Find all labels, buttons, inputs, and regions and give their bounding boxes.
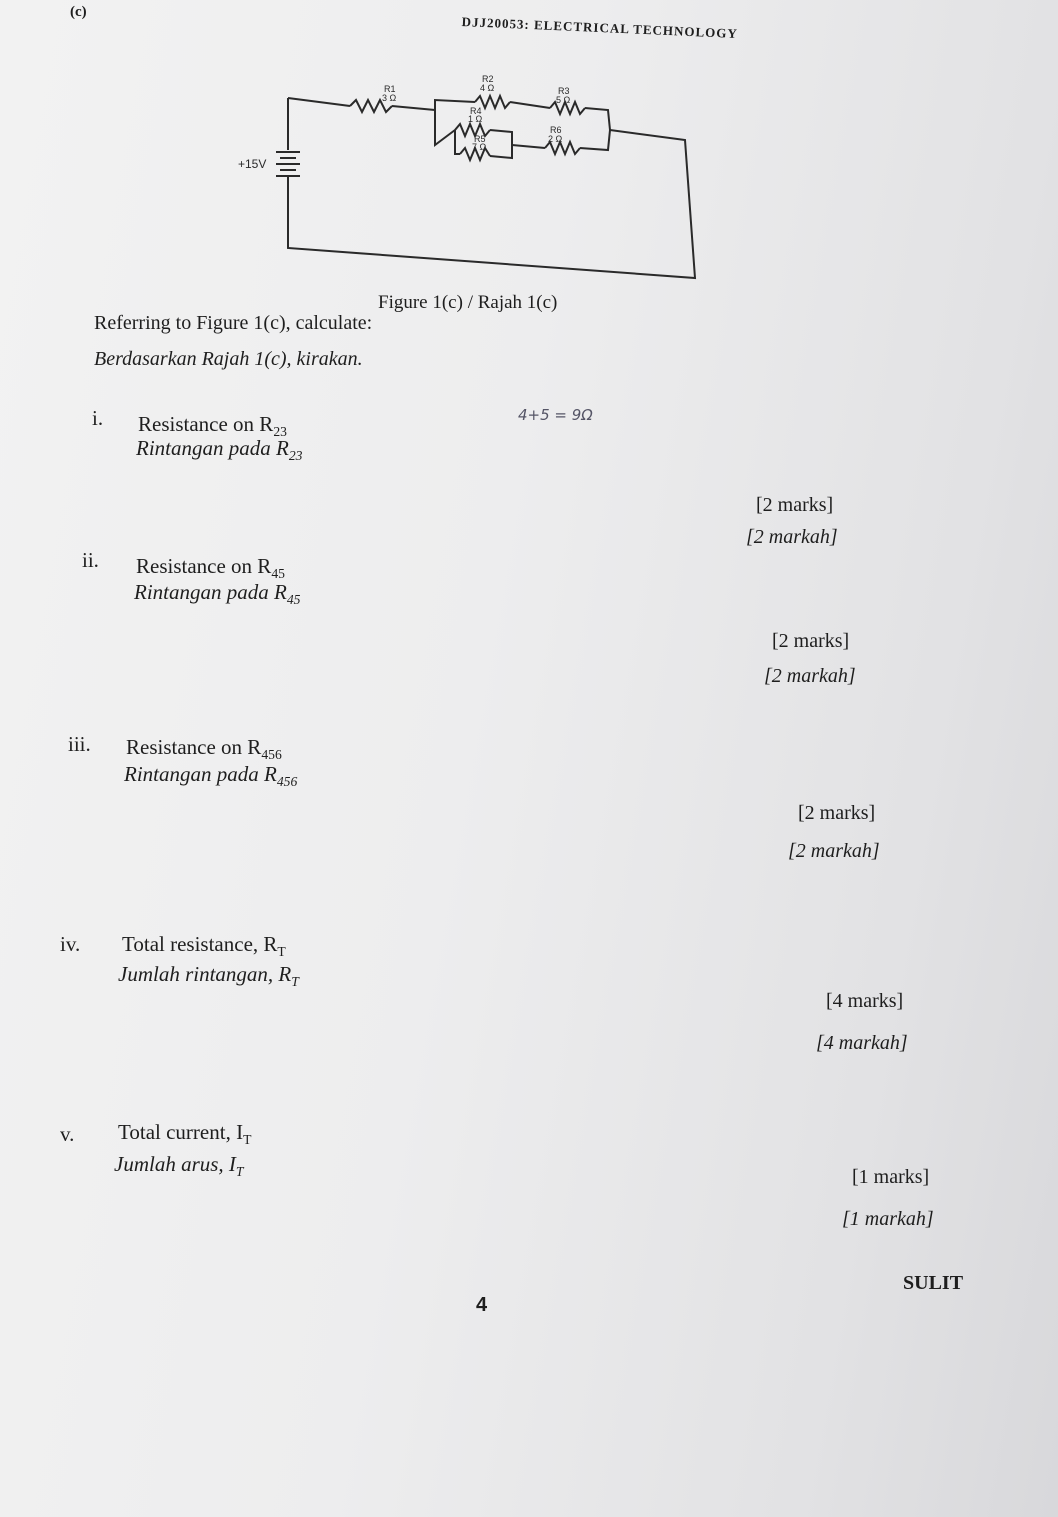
r1-value: 3 Ω [382,93,397,103]
r3-name: R3 [558,86,570,96]
r6-name: R6 [550,125,562,135]
r4-name: R4 [470,106,482,116]
question-english: Total current, $I_T$ [118,1120,252,1148]
marks-english: [4 marks] [826,990,904,1012]
wire-to-r5 [455,130,460,154]
question-english: Resistance on $R_{45}$ [136,554,285,582]
wire-r6-node [580,130,610,150]
r6-value: 2 Ω [548,134,563,144]
intro-english: Referring to Figure 1(c), calculate: [94,312,373,334]
r2-name: R2 [482,74,494,84]
marks-english: [2 marks] [772,630,850,652]
source-label: +15V [238,157,267,171]
wire-r1-node [392,106,435,110]
wire-r4-r5-right [490,130,512,158]
battery-symbol [276,152,300,176]
question-number: iv. [60,932,81,956]
section-label: (c) [70,4,87,20]
r1-name: R1 [384,84,396,94]
r3-value: 5 Ω [556,95,571,105]
wire-r45-r6 [512,145,545,148]
question-malay: Jumlah arus, $I_T$ [114,1152,244,1180]
page-number: 4 [476,1294,488,1316]
wire-to-r2 [435,100,475,110]
marks-malay: [2 markah] [764,665,856,687]
question-malay: Jumlah rintangan, $R_T$ [118,962,299,990]
r2-value: 4 Ω [480,83,495,93]
wire-r3-node [585,108,610,130]
wire-top-left [288,98,350,106]
question-malay: Rintangan pada $R_{23}$ [136,436,303,464]
question-english: Resistance on $R_{23}$ [138,412,287,440]
question-number: ii. [82,548,99,572]
wire-to-r4 [435,110,455,145]
intro-malay: Berdasarkan Rajah 1(c), kirakan. [94,348,363,370]
marks-malay: [4 markah] [816,1032,908,1054]
marks-english: [2 marks] [756,494,834,516]
marks-malay: [2 markah] [788,840,880,862]
question-malay: Rintangan pada $R_{45}$ [134,580,301,608]
classification-label: SULIT [903,1272,964,1294]
marks-malay: [2 markah] [746,526,838,548]
question-english: Total resistance, $R_T$ [122,932,286,960]
figure-caption: Figure 1(c) / Rajah 1(c) [378,292,558,313]
marks-english: [2 marks] [798,802,876,824]
wire-r2-r3 [510,102,550,108]
marks-english: [1 marks] [852,1166,930,1188]
question-english: Resistance on $R_{456}$ [126,735,282,763]
r5-name: R5 [474,134,486,144]
r5-value: 7 Ω [472,142,487,152]
handwritten-note: 4+5 = 9Ω [518,406,593,424]
question-number: iii. [68,732,91,756]
wire-left-bottom [288,130,695,278]
question-number: v. [60,1122,75,1146]
r4-value: 1 Ω [468,114,483,124]
marks-malay: [1 markah] [842,1208,934,1230]
question-malay: Rintangan pada $R_{456}$ [124,762,298,790]
course-header: DJJ20053: ELECTRICAL TECHNOLOGY [461,14,739,42]
question-number: i. [92,406,104,430]
circuit-diagram [230,70,710,285]
